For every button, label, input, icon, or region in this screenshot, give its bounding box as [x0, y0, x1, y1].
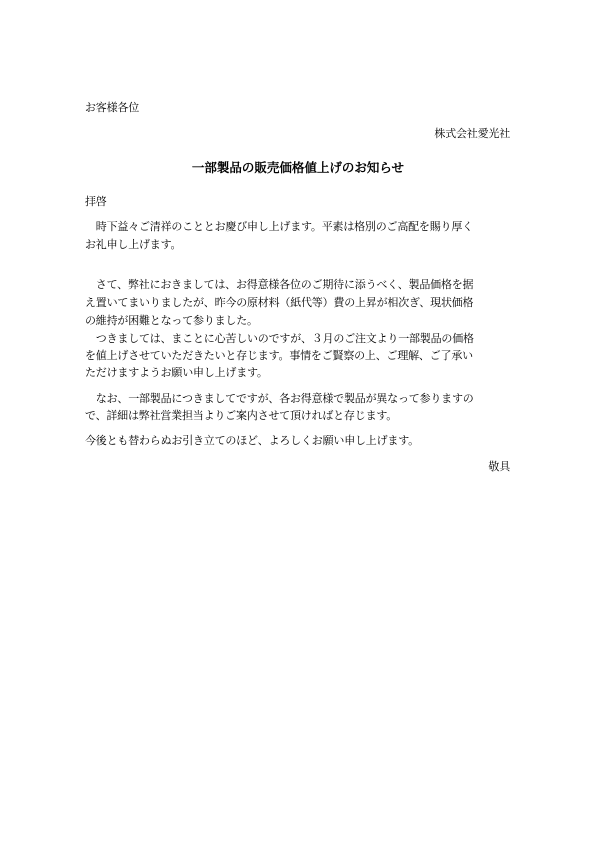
paragraph-2-line-2: え置いてまいりましたが、昨今の原材料（紙代等）費の上昇が相次ぎ、現状価格 [85, 296, 474, 309]
paragraph-1-line-1: 時下益々ご清祥のこととお慶び申し上げます。平素は格別のご高配を賜り厚く [85, 220, 473, 233]
paragraph-3-line-3: ただけますようお願い申し上げます。 [85, 366, 268, 379]
document-title: 一部製品の販売価格値上げのお知らせ [191, 160, 405, 175]
opening-salutation: 拝啓 [85, 195, 107, 208]
addressee: お客様各位 [85, 101, 139, 114]
paragraph-2-line-1: さて、弊社におきましては、お得意様各位のご期待に添うべく、製品価格を据 [85, 278, 474, 291]
paragraph-3-line-2: を値上げさせていただきたいと存じます。事情をご賢察の上、ご理解、ご了承い [85, 349, 473, 362]
paragraph-2-line-3: の維持が困難となって参りました。 [85, 314, 258, 327]
paragraph-3-line-1: つきましては、まことに心苦しいのですが、３月のご注文より一部製品の価格 [85, 332, 474, 345]
closing-salutation: 敬具 [488, 460, 510, 473]
paragraph-5: 今後とも替わらぬお引き立てのほど、よろしくお願い申し上げます。 [85, 434, 419, 447]
paragraph-1-line-2: お礼申し上げます。 [85, 238, 182, 251]
paragraph-4-line-1: なお、一部製品につきましてですが、各お得意様で製品が異なって参りますの [85, 392, 474, 405]
sender-company: 株式会社愛光社 [434, 127, 510, 140]
paragraph-4-line-2: で、詳細は弊社営業担当よりご案内させて頂ければと存じます。 [85, 409, 398, 422]
